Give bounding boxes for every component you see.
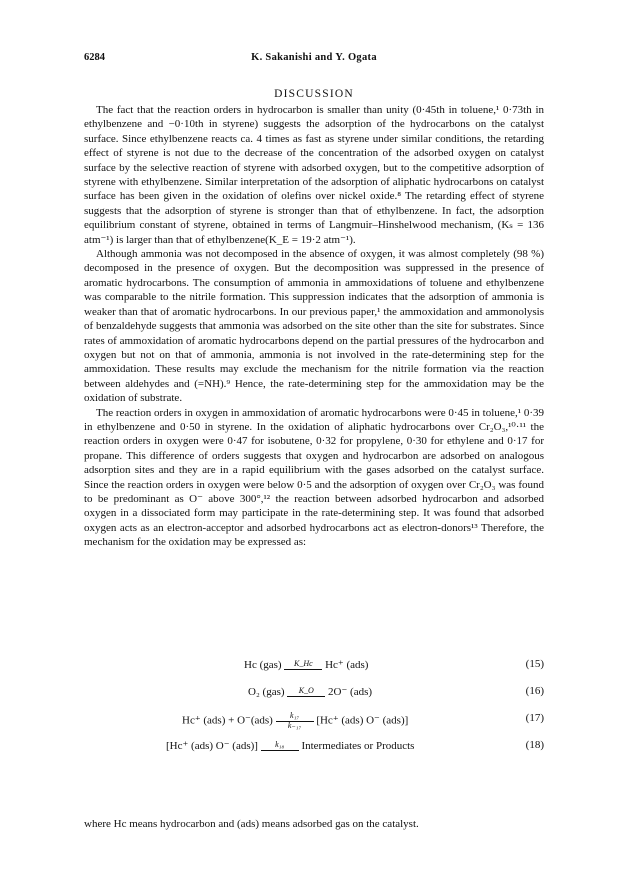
- equilibrium-arrow: [276, 712, 314, 730]
- page-number: 6284: [84, 52, 105, 63]
- equation-right: Intermediates or Products: [301, 740, 415, 752]
- rate-constant: k₁₇: [290, 711, 300, 720]
- equation-number: (15): [525, 658, 544, 670]
- equation-right: 2O⁻ (ads): [328, 686, 373, 698]
- closing-sentence: where Hc means hydrocarbon and (ads) means adsorbed gas on the catalyst.: [84, 818, 419, 830]
- paragraph: Although ammonia was not decomposed in the absence of oxygen, it was almost completely (98 %) decomposed in the presence of oxygen. But the decomposition was suppressed in the presence of aromatic hydrocarbons. The consumption of ammonia in ammoxidations of toluene and ethylbenzene was comparable to the nitrile formation. This suppression indicates that the adsorption of ammonia is weaker than that of aromatic hydrocarbons. In our previous paper,¹ the ammoxidation and ammonolysis of benzaldehyde suggests that ammonia was adsorbed on the site other than the site for substrates. Since rates of ammoxidation of aromatic hydrocarbons depend on the partial pressures of the hydrocarbon and oxygen but not on that of ammonia, ammonia is not involved in the rate-determining step for the ammoxidation. These results may exclude the mechanism for the nitrile formation via the reaction between aldehydes and (=NH).⁹ Hence, the rate-determining step for the ammoxidation may be the oxidation of substrate.: [84, 248, 544, 405]
- equation-right: [Hc⁺ (ads) O⁻ (ads)]: [316, 714, 409, 727]
- equation-left: O₂ (gas): [248, 686, 285, 698]
- equation-17: [84, 712, 544, 739]
- equation-left: Hc⁺ (ads) + O⁻(ads): [182, 714, 273, 727]
- paragraph: The reaction orders in oxygen in ammoxidation of aromatic hydrocarbons were 0·45 in toluene,¹ 0·39 in ethylbenzene and 0·50 in styrene. In the oxidation of aliphatic hydrocarbons over Cr₂O₃,¹⁰·¹¹ the reaction orders in oxygen were 0·47 for isobutene, 0·32 for propylene, 0·30 for ethylene and 0·17 for propane. This difference of orders suggests that oxygen and hydrocarbon are adsorbed on analogous adsorption sites and they are in a rapid equilibrium with the gases adsorbed on the catalyst surface. Since the reaction orders in oxygen were below 0·5 and the adsorption of oxygen over Cr₂O₃ was found to be predominant as O⁻ above 300°,¹² the reaction between adsorbed hydrocarbon and adsorbed oxygen in a dissociated form may participate in the rate-determining step. It was found that adsorbed oxygen acts as an electron-acceptor and adsorbed hydrocarbons act as electron-donors¹³ Therefore, the mechanism for the oxidation may be expressed as:: [84, 406, 544, 549]
- equation-right: Hc⁺ (ads): [325, 659, 369, 671]
- rate-constant: K_Hc: [293, 659, 313, 669]
- rate-constant: K_O: [298, 686, 314, 696]
- reverse-rate-constant: k₋₁₇: [287, 721, 302, 730]
- equation-left: Hc (gas): [244, 659, 282, 671]
- section-heading: DISCUSSION: [274, 88, 354, 100]
- rate-constant: k₁₈: [275, 740, 285, 750]
- article-body: [84, 103, 544, 550]
- equation-15: [84, 658, 544, 685]
- equation-number: (17): [525, 712, 544, 724]
- paragraph: The fact that the reaction orders in hydrocarbon is smaller than unity (0·45th in toluene,¹ 0·73th in ethylbenzene and −0·10th in styrene) suggests the adsorption of the hydrocarbons on the catalyst surface. Since ethylbenzene reacts ca. 4 times as fast as styrene under similar conditions, the retarding effect of styrene is not due to the decrease of the concentration of the adsorbed oxygen on catalyst surface by the selective reaction of styrene with adsorbed oxygen, but to the competitive adsorption of styrene with ethylbenzene. Similar interpretation of the adsorption of aliphatic hydrocarbons on catalyst surface has been given in the oxidation of olefins over nickel oxide.⁸ The retarding effect of styrene suggests that the adsorption of styrene is stronger than that of ethylbenzene. In fact, the adsorption equilibrium constant of styrene, obtained in terms of Langmuir–Hinshelwood mechanism, (Kₛ = 136 atm⁻¹) is larger than that of ethylbenzene(K_E = 19·2 atm⁻¹).: [84, 104, 544, 246]
- equilibrium-arrow: [287, 687, 325, 697]
- equilibrium-arrow: [284, 660, 322, 670]
- equation-block: [84, 658, 544, 766]
- reaction-arrow: [261, 741, 299, 751]
- equation-18: [84, 739, 544, 766]
- equation-left: [Hc⁺ (ads) O⁻ (ads)]: [166, 740, 258, 752]
- equation-number: (16): [525, 685, 544, 697]
- page-header: [84, 52, 544, 66]
- equation-16: [84, 685, 544, 712]
- running-title: K. Sakanishi and Y. Ogata: [251, 52, 377, 63]
- equation-number: (18): [525, 739, 544, 751]
